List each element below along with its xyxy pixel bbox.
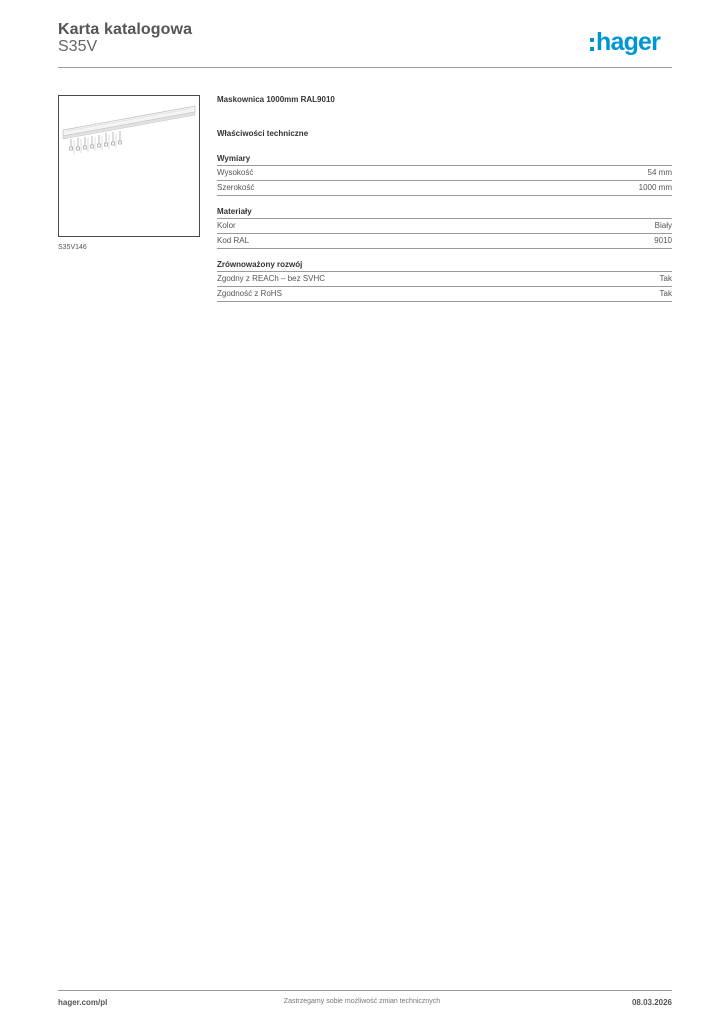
cover-strip-product-image <box>59 96 199 236</box>
spec-label: Kolor <box>217 221 236 230</box>
footer-website-link[interactable]: hager.com/pl <box>58 998 108 1007</box>
product-code: S35V <box>58 38 98 55</box>
spec-row <box>217 181 672 196</box>
logo-dots-icon <box>590 38 594 51</box>
spec-row <box>217 166 672 181</box>
spec-row <box>217 219 672 234</box>
spec-row <box>217 272 672 287</box>
spec-value: Tak <box>659 289 672 298</box>
logo-text: hager <box>596 28 661 56</box>
footer-date: 08.03.2026 <box>631 998 672 1007</box>
spec-value: Tak <box>659 274 672 283</box>
spec-label: Kod RAL <box>217 236 250 245</box>
spec-row <box>217 234 672 249</box>
section-title: Materiały <box>217 206 672 219</box>
spec-value: Biały <box>654 221 672 230</box>
spec-label: Zgodny z REACh – bez SVHC <box>217 274 326 283</box>
section-dimensions <box>217 153 672 196</box>
spec-panel <box>217 95 672 302</box>
spec-label: Wysokość <box>217 168 254 177</box>
spec-value: 9010 <box>654 236 672 245</box>
spec-value: 1000 mm <box>638 183 672 192</box>
technical-properties-heading: Właściwości techniczne <box>217 129 309 138</box>
spec-row <box>217 287 672 302</box>
section-title: Zrównoważony rozwój <box>217 259 672 272</box>
spec-label: Zgodność z RoHS <box>217 289 282 298</box>
product-image <box>58 95 200 237</box>
section-materials <box>217 206 672 249</box>
document-title: Karta katalogowa <box>58 21 193 38</box>
spec-label: Szerokość <box>217 183 255 192</box>
footer-notice: Zastrzegamy sobie możliwość zmian technicznych <box>283 998 441 1005</box>
section-title: Wymiary <box>217 153 672 166</box>
footer-divider <box>58 990 672 991</box>
section-sustainability <box>217 259 672 302</box>
product-name: Maskownica 1000mm RAL9010 <box>217 95 335 104</box>
image-caption: S35V146 <box>58 244 87 251</box>
hager-logo[interactable] <box>590 28 660 56</box>
header-divider <box>58 67 672 68</box>
spec-value: 54 mm <box>647 168 672 177</box>
